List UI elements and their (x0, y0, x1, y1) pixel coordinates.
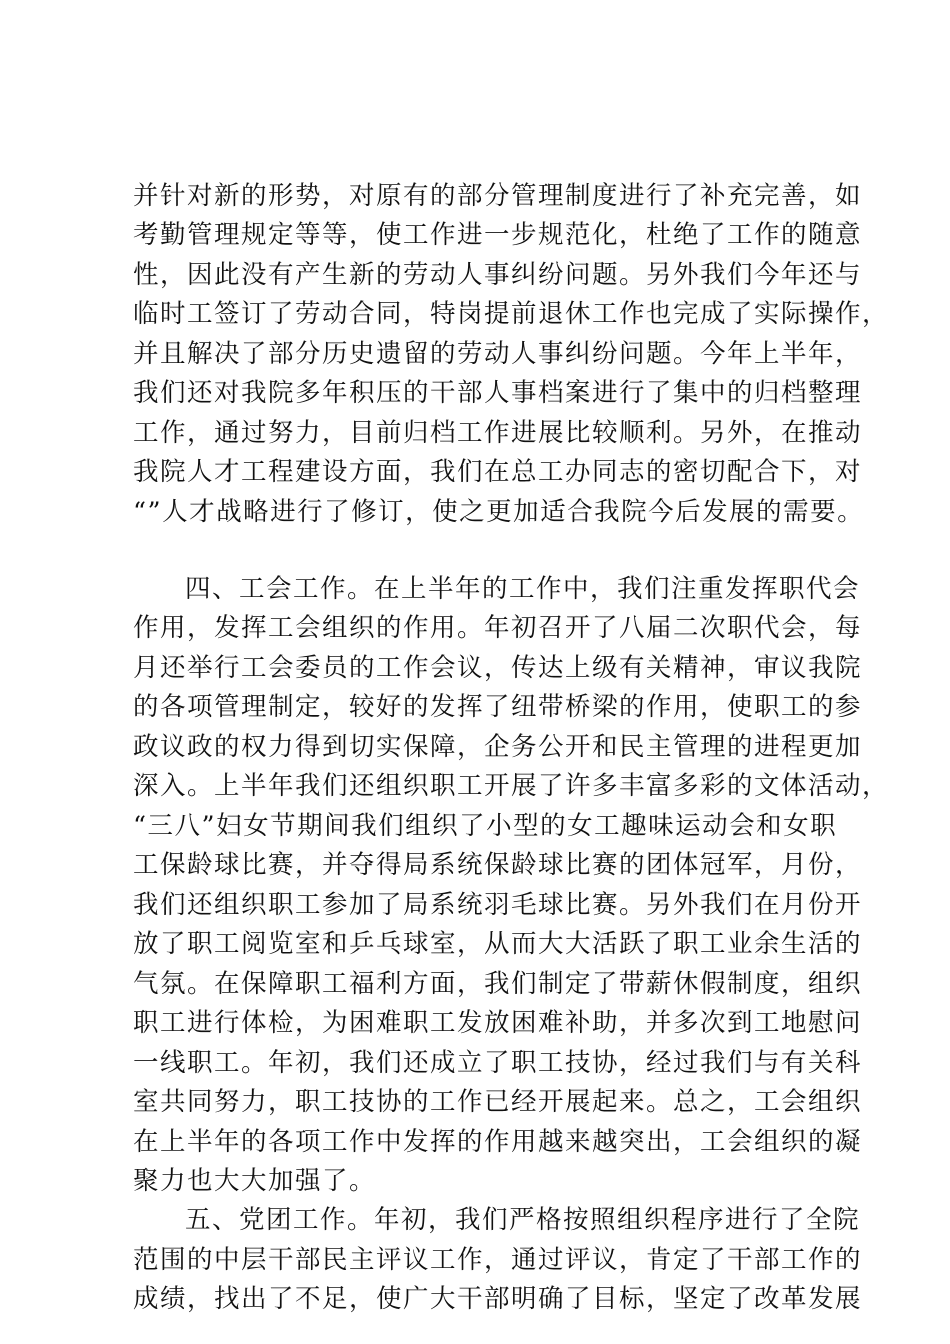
text-line: 的各项管理制定，较好的发挥了纽带桥梁的作用，使职工的参 (133, 692, 863, 722)
text-line: 聚力也大大加强了。 (133, 1166, 377, 1196)
text-line: 一线职工。年初，我们还成立了职工技协，经过我们与有关科 (133, 1048, 863, 1078)
text-line: 放了职工阅览室和乒乓球室，从而大大活跃了职工业余生活的 (133, 929, 863, 959)
text-line: 职工进行体检，为困难职工发放困难补助，并多次到工地慰问 (133, 1008, 863, 1038)
text-line: 五、党团工作。年初，我们严格按照组织程序进行了全院 (185, 1205, 861, 1235)
text-line: 考勤管理规定等等，使工作进一步规范化，杜绝了工作的随意 (133, 220, 863, 250)
text-line: 临时工签订了劳动合同，特岗提前退休工作也完成了实际操作， (133, 299, 890, 329)
text-line: 在上半年的各项工作中发挥的作用越来越突出，工会组织的凝 (133, 1127, 863, 1157)
text-line: 深入。上半年我们还组织职工开展了许多丰富多彩的文体活动， (133, 771, 890, 801)
text-line: 成绩，找出了不足，使广大干部明确了目标，坚定了改革发展 (133, 1284, 863, 1314)
text-line: 并针对新的形势，对原有的部分管理制度进行了补充完善，如 (133, 181, 863, 211)
text-line: 我院人才工程建设方面，我们在总工办同志的密切配合下，对 (133, 457, 863, 487)
text-line: 月还举行工会委员的工作会议，传达上级有关精神，审议我院 (133, 653, 863, 683)
text-line: 四、工会工作。在上半年的工作中，我们注重发挥职代会 (185, 574, 861, 604)
text-line: 作用，发挥工会组织的作用。年初召开了八届二次职代会，每 (133, 613, 863, 643)
text-line: 我们还组织职工参加了局系统羽毛球比赛。另外我们在月份开 (133, 890, 863, 920)
text-line: 并且解决了部分历史遗留的劳动人事纠纷问题。今年上半年， (133, 339, 863, 369)
text-line: 我们还对我院多年积压的干部人事档案进行了集中的归档整理 (133, 378, 863, 408)
text-line: 范围的中层干部民主评议工作，通过评议，肯定了干部工作的 (133, 1245, 863, 1275)
text-line: 政议政的权力得到切实保障，企务公开和民主管理的进程更加 (133, 732, 863, 762)
text-line: 气氛。在保障职工福利方面，我们制定了带薪休假制度，组织 (133, 969, 863, 999)
text-line: 工保龄球比赛，并夺得局系统保龄球比赛的团体冠军，月份， (133, 850, 863, 880)
text-line: “”人才战略进行了修订，使之更加适合我院今后发展的需要。 (133, 497, 865, 527)
text-line: 工作，通过努力，目前归档工作进展比较顺利。另外，在推动 (133, 418, 863, 448)
text-line: 性，因此没有产生新的劳动人事纠纷问题。另外我们今年还与 (133, 260, 863, 290)
text-line: “三八”妇女节期间我们组织了小型的女工趣味运动会和女职 (133, 811, 838, 841)
text-line: 室共同努力，职工技协的工作已经开展起来。总之，工会组织 (133, 1087, 863, 1117)
